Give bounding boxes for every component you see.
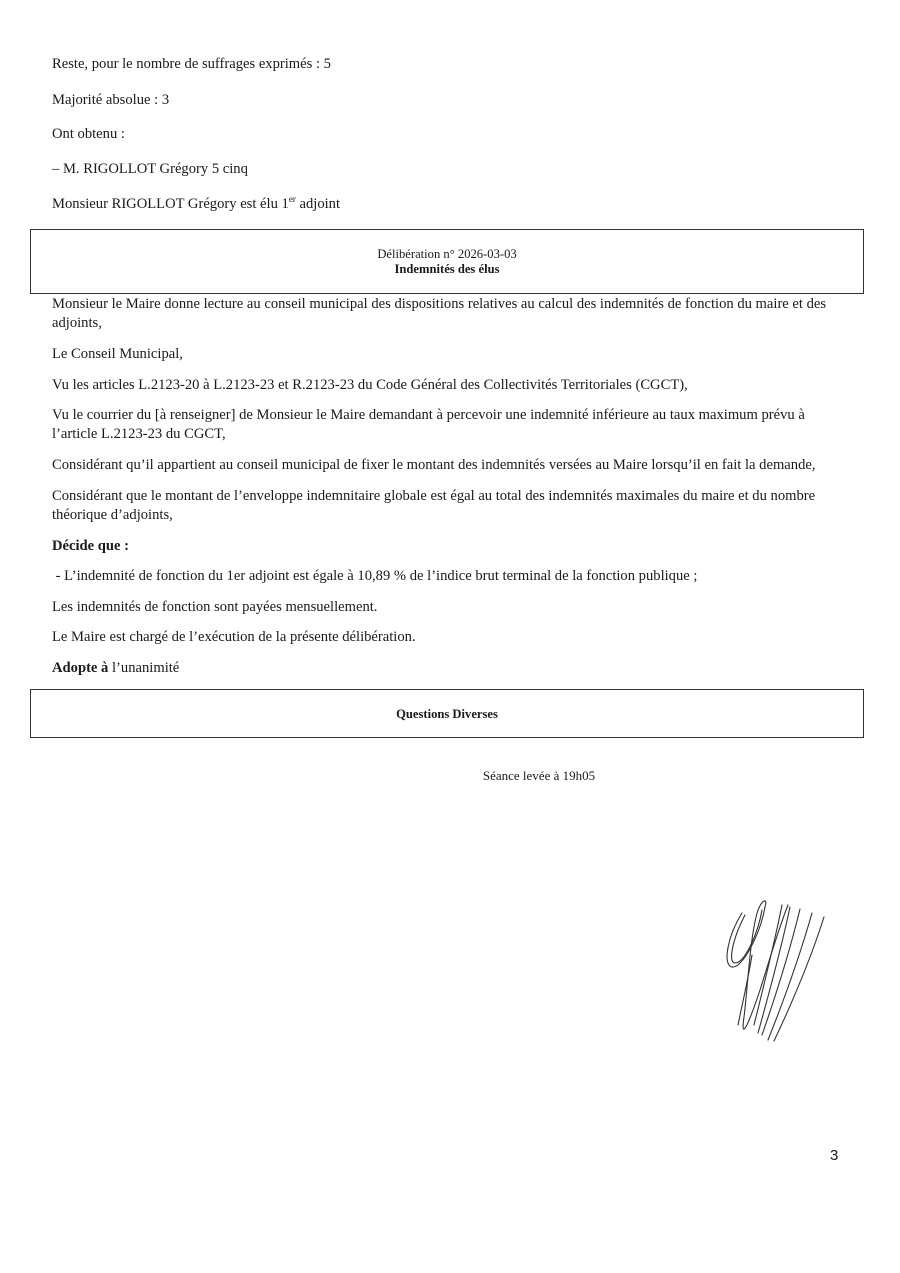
body-paragraph-8: Les indemnités de fonction sont payées mensuellement.	[52, 599, 378, 615]
body-paragraph-3: Vu les articles L.2123-20 à L.2123-23 et R.2123-23 du Code Général des Collectivités Territoriales (CGCT),	[52, 377, 688, 393]
adopte-line	[52, 659, 852, 678]
votes-majorite: Majorité absolue : 3	[52, 92, 170, 108]
votes-reste: Reste, pour le nombre de suffrages exprimés : 5	[52, 56, 331, 72]
signature-image	[720, 895, 840, 1050]
seance-line	[0, 768, 900, 784]
adopte-bold: Adopte à	[52, 660, 109, 676]
adopte-rest: l’unanimité	[108, 660, 180, 676]
body-paragraph-9: Le Maire est chargé de l’exécution de la présente délibération.	[52, 629, 416, 645]
questions-box	[30, 689, 864, 738]
deliberation-header-box	[30, 229, 864, 294]
deliberation-number: Délibération n° 2026-03-03	[377, 247, 517, 261]
decide-heading: Décide que :	[52, 538, 130, 554]
body-paragraph-1: Monsieur le Maire donne lecture au conseil municipal des dispositions relatives au calcul des indemnités de fonction du maire et des adjoints,	[52, 296, 827, 331]
body-paragraph-2: Le Conseil Municipal,	[52, 346, 183, 362]
votes-candidat: – M. RIGOLLOT Grégory 5 cinq	[52, 161, 248, 177]
seance-text: Séance levée à 19h05	[482, 768, 596, 783]
body-paragraph-4: Vu le courrier du [à renseigner] de Monsieur le Maire demandant à percevoir une indemnité inférieure au taux maximum prévu à l’article L.2123-23 du CGCT,	[52, 407, 805, 442]
deliberation-title: Indemnités des élus	[394, 262, 500, 276]
body-paragraph-6: Considérant que le montant de l’enveloppe indemnitaire globale est égal au total des indemnités maximales du maire et du nombre théorique d’adjoints,	[52, 488, 816, 523]
page-number: 3	[830, 1147, 839, 1164]
votes-ont-obtenu: Ont obtenu :	[52, 126, 125, 142]
questions-title: Questions Diverses	[396, 707, 498, 721]
elu-suffix: adjoint	[295, 196, 341, 212]
elu-sup: er	[288, 194, 296, 205]
body-paragraph-7: - L’indemnité de fonction du 1er adjoint est égale à 10,89 % de l’indice brut terminal de la fonction publique ;	[52, 568, 698, 584]
elu-prefix: Monsieur RIGOLLOT Grégory est élu 1	[52, 196, 289, 212]
votes-elu	[52, 195, 340, 213]
body-paragraph-5: Considérant qu’il appartient au conseil municipal de fixer le montant des indemnités versées au Maire lorsqu’il en fait la demande,	[52, 457, 816, 473]
